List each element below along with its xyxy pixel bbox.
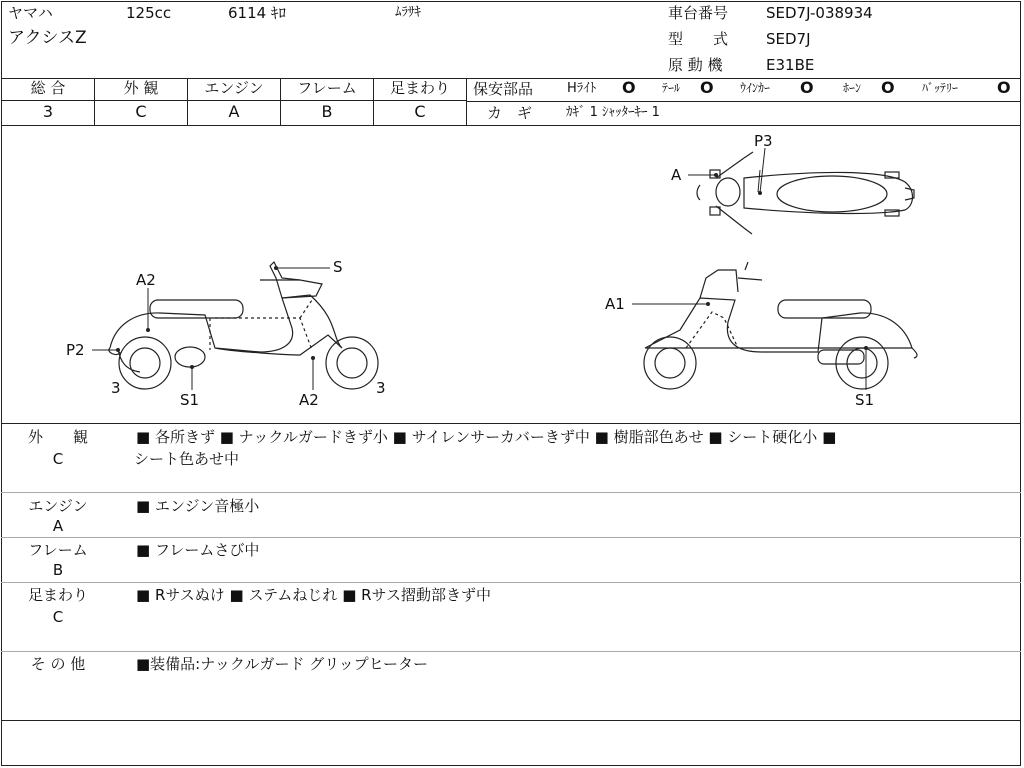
divider — [1, 492, 1021, 493]
frame-no: SED7J-038934 — [766, 4, 873, 22]
grade-header-suspension: 足まわり — [389, 79, 450, 97]
scooter-top-view — [697, 152, 914, 234]
divider — [1, 582, 1021, 583]
label-a2-top: A2 — [136, 271, 156, 289]
scooter-right-view — [644, 262, 917, 389]
divider — [1, 423, 1021, 424]
frame-no-label: 車台番号 — [668, 4, 729, 22]
type-value: SED7J — [766, 30, 811, 48]
safety-item-tail: ﾃｰﾙ — [662, 81, 681, 95]
label-a-top: A — [671, 166, 682, 184]
grade-header-engine: エンジン — [204, 79, 264, 97]
safety-item-battery: ﾊﾞｯﾃﾘｰ — [922, 81, 959, 95]
detail-text-exterior-cont: シート色あせ中 — [134, 450, 240, 468]
detail-text-exterior: ■ 各所きず ■ ナックルガードきず小 ■ サイレンサーカバーきず中 ■ 樹脂部色あせ ■ シート硬化小 ■ — [136, 428, 837, 446]
engine-label: 原 動 機 — [668, 56, 723, 74]
safety-mark-battery: O — [997, 78, 1011, 97]
detail-text-suspension: ■ Rサスぬけ ■ ステムねじれ ■ Rサス摺動部きず中 — [136, 586, 491, 604]
safety-mark-winker: O — [800, 78, 814, 97]
label-p3: P3 — [754, 132, 773, 150]
grade-value-exterior: C — [135, 102, 147, 121]
detail-grade-frame: B — [52, 561, 64, 579]
label-a2-bottom: A2 — [299, 391, 319, 409]
label-a1: A1 — [605, 295, 625, 313]
detail-text-other: ■装備品:ナックルガード グリップヒーター — [136, 655, 429, 673]
divider — [1, 720, 1021, 721]
grade-value-engine: A — [228, 102, 240, 121]
safety-item-horn: ﾎｰﾝ — [843, 81, 862, 95]
color: ﾑﾗｻｷ — [395, 5, 421, 20]
label-left-3: 3 — [111, 379, 121, 397]
divider — [1, 537, 1021, 538]
detail-title-exterior: 外 観 — [27, 428, 88, 446]
label-right-3: 3 — [376, 379, 386, 397]
maker: ヤマハ — [8, 4, 53, 22]
safety-item-winker: ｳｲﾝｶｰ — [740, 81, 771, 95]
displacement: 125cc — [126, 4, 172, 22]
grade-value-suspension: C — [414, 102, 426, 121]
detail-grade-suspension: C — [52, 608, 64, 626]
engine-value: E31BE — [766, 56, 815, 74]
safety-mark-headlight: O — [622, 78, 636, 97]
model-name: アクシスZ — [8, 28, 87, 48]
label-p2: P2 — [66, 341, 85, 359]
grade-header-frame: フレーム — [297, 79, 357, 97]
safety-mark-horn: O — [881, 78, 895, 97]
type-label: 型 式 — [668, 30, 729, 48]
safety-label: 保安部品 — [473, 80, 534, 98]
safety-item-headlight: Hﾗｲﾄ — [567, 81, 597, 96]
key-label: カ ギ — [487, 104, 533, 122]
label-s1-right: S1 — [855, 391, 875, 409]
detail-grade-engine: A — [52, 517, 64, 535]
detail-grade-exterior: C — [52, 450, 64, 468]
mileage: 6114 ｷﾛ — [228, 4, 286, 22]
grade-value-frame: B — [321, 102, 333, 121]
divider — [1, 651, 1021, 652]
key-value: ｶｷﾞ 1 ｼｬｯﾀｰｷｰ 1 — [566, 105, 660, 120]
detail-text-engine: ■ エンジン音極小 — [136, 497, 260, 515]
detail-text-frame: ■ フレームさび中 — [136, 541, 260, 559]
detail-title-other: そ の 他 — [30, 655, 86, 673]
grade-header-exterior: 外 観 — [123, 79, 159, 97]
detail-title-suspension: 足まわり — [27, 586, 88, 604]
safety-mark-tail: O — [700, 78, 714, 97]
leader-dots — [116, 173, 868, 369]
label-s: S — [333, 258, 343, 276]
detail-title-frame: フレーム — [28, 541, 88, 559]
label-s1-left: S1 — [180, 391, 200, 409]
detail-title-engine: エンジン — [28, 497, 88, 515]
leader-lines — [92, 148, 866, 390]
grade-value-overall: 3 — [42, 102, 54, 121]
grade-header-overall: 総 合 — [30, 79, 66, 97]
